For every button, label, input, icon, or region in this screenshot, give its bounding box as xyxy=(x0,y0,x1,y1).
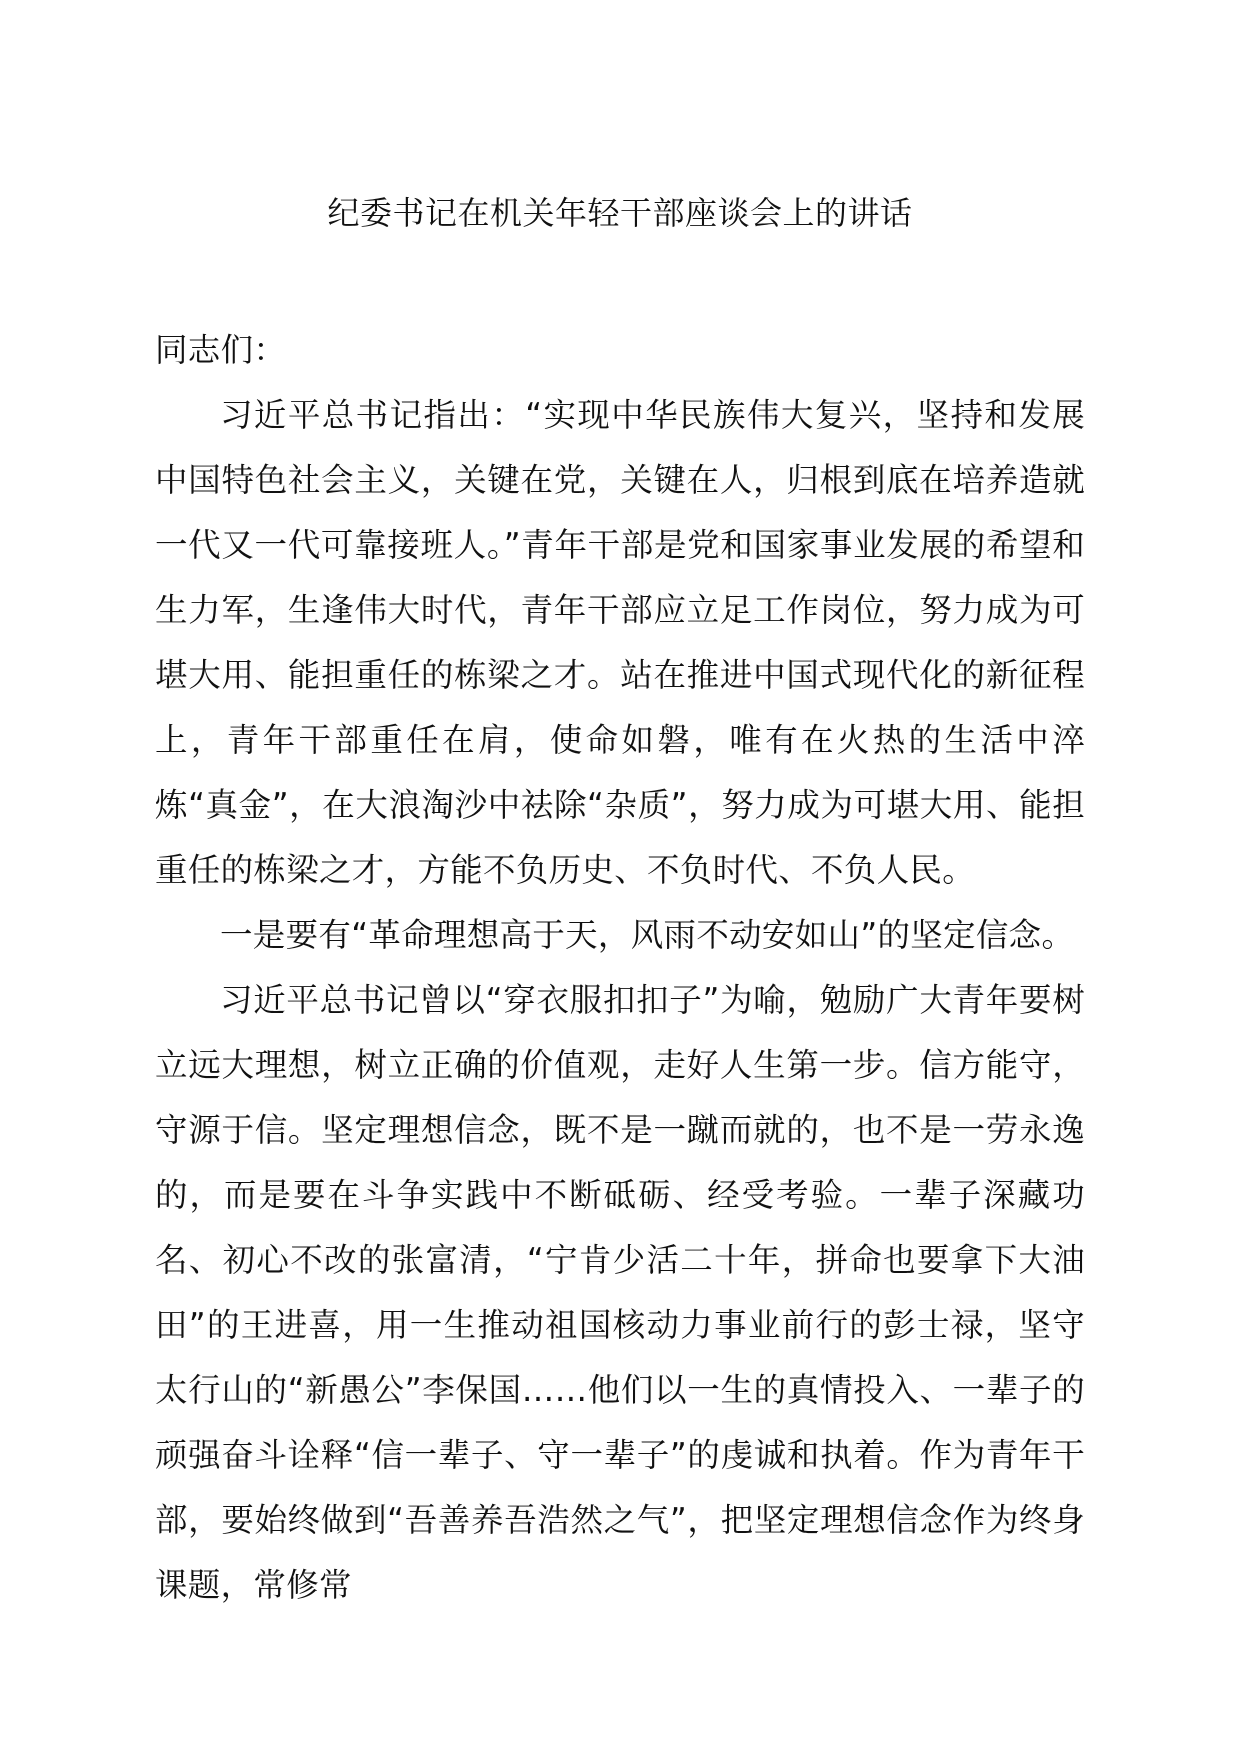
paragraph-intro: 习近平总书记指出：“实现中华民族伟大复兴，坚持和发展中国特色社会主义，关键在党，关键在人，归根到底在培养造就一代又一代可靠接班人。”青年干部是党和国家事业发展的希望和生力军，生逢伟大时代，青年干部应立足工作岗位，努力成为可堪大用、能担重任的栋梁之才。站在推进中国式现代化的新征程上，青年干部重任在肩，使命如磐，唯有在火热的生活中淬炼“真金”，在大浪淘沙中祛除“杂质”，努力成为可堪大用、能担重任的栋梁之才，方能不负历史、不负时代、不负人民。 xyxy=(155,396,1085,889)
document-body xyxy=(155,318,1085,1618)
paragraph-point-one-body: 习近平总书记曾以“穿衣服扣扣子”为喻，勉励广大青年要树立远大理想，树立正确的价值观，走好人生第一步。信方能守，守源于信。坚定理想信念，既不是一蹴而就的，也不是一劳永逸的，而是要在斗争实践中不断砥砺、经受考验。一辈子深藏功名、初心不改的张富清，“宁肯少活二十年，拼命也要拿下大油田”的王进喜，用一生推动祖国核动力事业前行的彭士禄，坚守太行山的“新愚公”李保国……他们以一生的真情投入、一辈子的顽强奋斗诠释“信一辈子、守一辈子”的虔诚和执着。作为青年干部，要始终做到“吾善养吾浩然之气”，把坚定理想信念作为终身课题，常修常 xyxy=(155,981,1085,1604)
document-title: 纪委书记在机关年轻干部座谈会上的讲话 xyxy=(327,194,913,232)
salutation: 同志们： xyxy=(155,331,287,369)
paragraph-heading-point-one: 一是要有“革命理想高于天，风雨不动安如山”的坚定信念。 xyxy=(220,916,1075,954)
